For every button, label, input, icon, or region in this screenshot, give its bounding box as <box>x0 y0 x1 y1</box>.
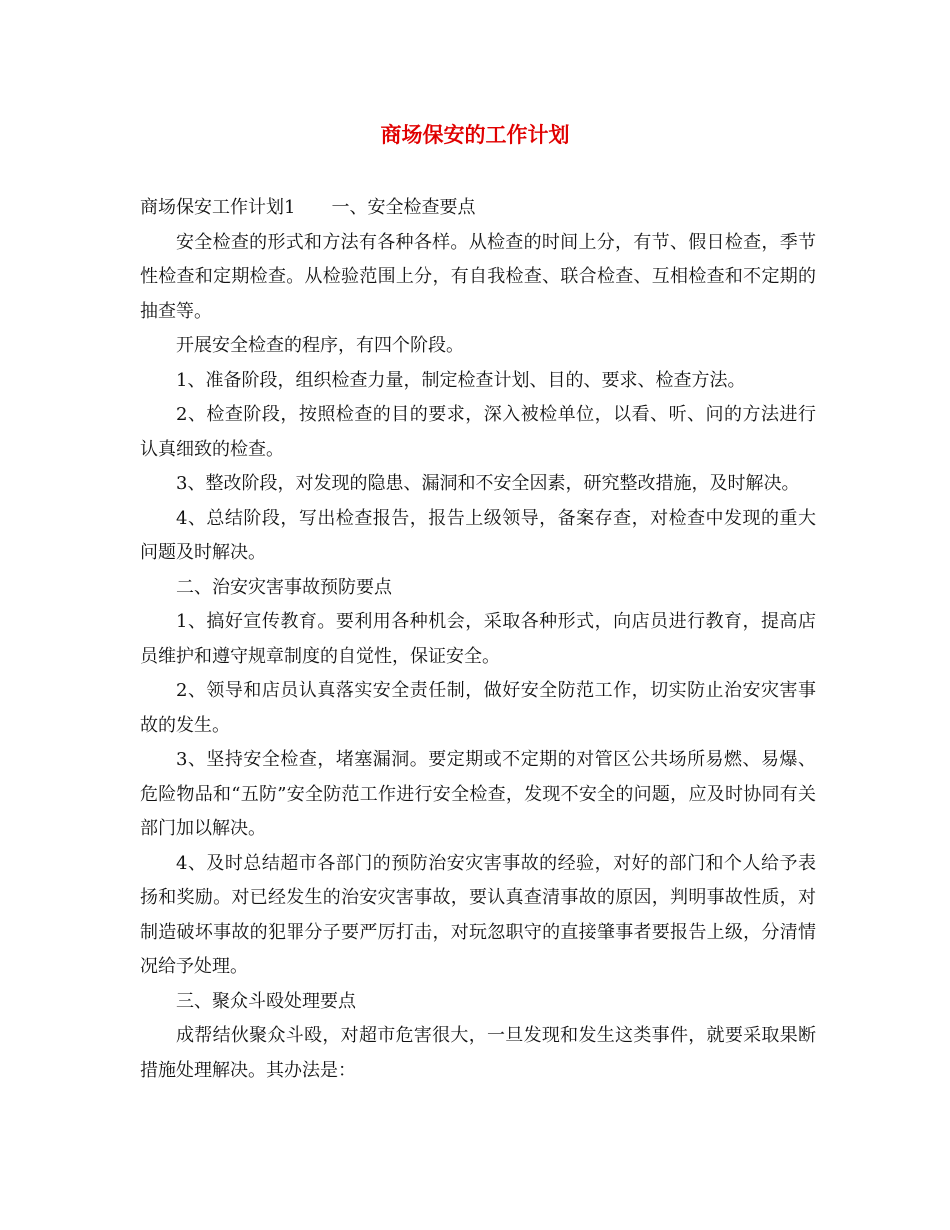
document-body <box>140 191 816 1088</box>
paragraph-2: 开展安全检查的程序，有四个阶段。 <box>176 335 464 356</box>
section-heading-1: 一、安全检查要点 <box>331 197 476 218</box>
paragraph-4: 2、检查阶段，按照检查的目的要求，深入被检单位，以看、听、问的方法进行认真细致的检查。 <box>140 404 816 460</box>
intro-line <box>140 191 816 226</box>
paragraph-3: 1、准备阶段，组织检查力量，制定检查计划、目的、要求、检查方法。 <box>176 369 746 391</box>
section-heading-3: 三、聚众斗殴处理要点 <box>176 990 356 1012</box>
paragraph-10: 4、及时总结超市各部门的预防治安灾害事故的经验，对好的部门和个人给予表扬和奖励。对已经发生的治安灾害事故，要认真查清事故的原因，判明事故性质，对制造破坏事故的犯罪分子要严厉打击，对玩忽职守的直接肇事者要报告上级，分清情况给予处理。 <box>140 852 816 977</box>
paragraph-9: 3、坚持安全检查，堵塞漏洞。要定期或不定期的对管区公共场所易燃、易爆、危险物品和“五防”安全防范工作进行安全检查，发现不安全的问题，应及时协同有关部门加以解决。 <box>140 749 816 839</box>
paragraph-8: 2、领导和店员认真落实安全责任制，做好安全防范工作，切实防止治安灾害事故的发生。 <box>140 680 816 736</box>
paragraph-1: 安全检查的形式和方法有各种各样。从检查的时间上分，有节、假日检查，季节性检查和定期检查。从检验范围上分，有自我检查、联合检查、互相检查和不定期的抽查等。 <box>140 231 816 322</box>
paragraph-6: 4、总结阶段，写出检查报告，报告上级领导，备案存查，对检查中发现的重大问题及时解决。 <box>140 507 816 563</box>
plan-label: 商场保安工作计划1 <box>140 197 296 218</box>
paragraph-11: 成帮结伙聚众斗殴，对超市危害很大，一旦发现和发生这类事件，就要采取果断措施处理解决。其办法是： <box>140 1025 816 1081</box>
section-heading-2: 二、治安灾害事故预防要点 <box>176 576 392 598</box>
document-title: 商场保安的工作计划 <box>380 122 570 147</box>
paragraph-7: 1、搞好宣传教育。要利用各种机会，采取各种形式，向店员进行教育，提高店员维护和遵守规章制度的自觉性，保证安全。 <box>140 611 816 667</box>
paragraph-5: 3、整改阶段，对发现的隐患、漏洞和不安全因素，研究整改措施，及时解决。 <box>176 473 800 494</box>
